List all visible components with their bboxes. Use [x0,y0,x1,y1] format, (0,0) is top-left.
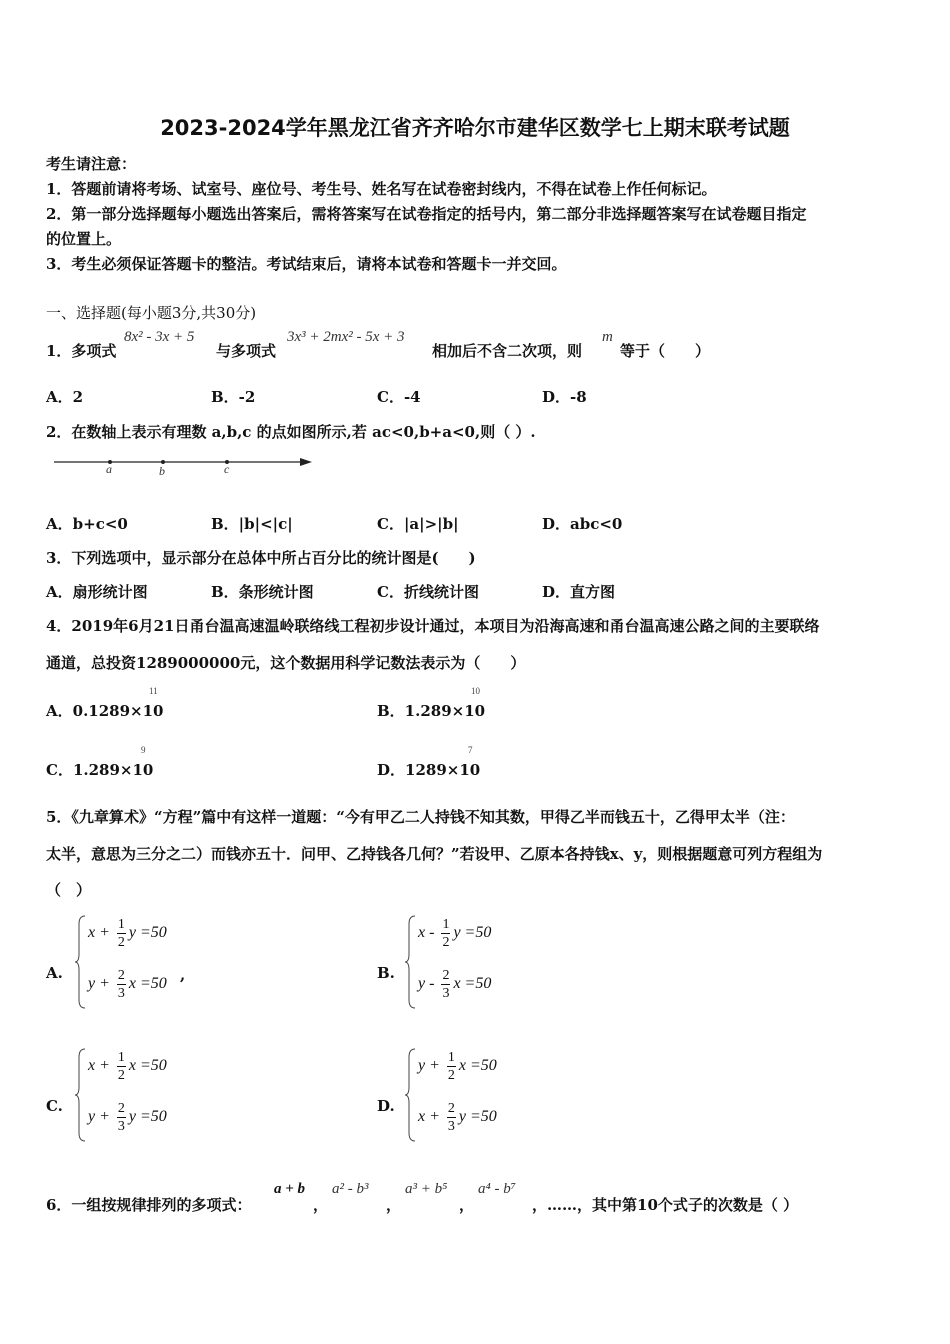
q4-option-d[interactable]: D．1289×10 [377,761,481,779]
q3-option-b[interactable]: B．条形统计图 [211,583,314,601]
q6-text-b: ，……，其中第10个式子的次数是（ ） [532,1196,799,1214]
notice-item-2-cont: 的位置上。 [46,230,122,248]
q1-text-a: 1．多项式 [46,342,117,360]
q3-text: 3．下列选项中，显示部分在总体中所占百分比的统计图是( ) [46,549,476,567]
label-b: b [159,464,165,478]
notice-heading: 考生请注意： [46,155,137,173]
q4-option-a-exp: 11 [149,686,158,696]
q1-option-a[interactable]: A．2 [46,388,84,406]
q1-m: m [602,329,613,345]
q4-option-a[interactable]: A．0.1289×10 [46,702,164,720]
q5-a-eq-1: x + $\frac{1}{2}$ y =50 [88,917,167,950]
q6-term-2: a² - b³ [332,1181,369,1197]
page-title: 2023-2024学年黑龙江省齐齐哈尔市建华区数学七上期末联考试题 [160,116,790,140]
q1-option-b[interactable]: B．-2 [211,388,256,406]
q6-term-4: a⁴ - b⁷ [478,1181,516,1197]
q2-option-a[interactable]: A．b+c<0 [46,515,128,533]
q4-option-c-exp: 9 [141,745,146,755]
q5-option-d[interactable]: D. [377,1097,395,1115]
q4-line-1: 4．2019年6月21日甬台温高速温岭联络线工程初步设计通过，本项目为沿海高速和甬台温高速公路之间的主要联络 [46,617,820,635]
number-line-arrow [300,458,312,466]
q4-option-b-exp: 10 [471,686,480,696]
q2-option-d[interactable]: D．abc<0 [542,515,623,533]
q1-option-d[interactable]: D．-8 [542,388,587,406]
q6-term-1: a + b [274,1181,306,1197]
q3-option-d[interactable]: D．直方图 [542,583,616,601]
q5-d-eq-2: x + $\frac{2}{3}$ y =50 [418,1101,497,1134]
q5-line-3: （ ） [46,881,92,899]
q1-option-c[interactable]: C．-4 [377,388,421,406]
q1-text-d: 等于（ ） [620,342,711,360]
q5-d-brace-icon [404,1047,418,1143]
q5-line-2: 太半，意思为三分之二）而钱亦五十．问甲、乙持钱各几何？”若设甲、乙原本各持钱x、y，则根据题意可列方程组为 [46,845,823,863]
q5-option-b[interactable]: B. [377,964,395,982]
q5-b-eq-2: y - $\frac{2}{3}$ x =50 [418,968,492,1001]
q4-option-d-exp: 7 [468,745,473,755]
q5-c-eq-1: x + $\frac{1}{2}$ x =50 [88,1050,167,1083]
label-a: a [106,462,112,476]
q5-option-c[interactable]: C. [46,1097,63,1115]
q6-sep-2: ， [386,1196,402,1214]
q5-b-brace-icon [404,914,418,1010]
q6-text-a: 6．一组按规律排列的多项式： [46,1196,252,1214]
q5-c-brace-icon [74,1047,88,1143]
q6-term-3: a³ + b⁵ [405,1181,448,1197]
q1-text-c: 相加后不含二次项，则 [432,342,583,360]
notice-item-2: 2．第一部分选择题每小题选出答案后，需将答案写在试卷指定的括号内，第二部分非选择题答案写在试卷题目指定 [46,205,807,223]
label-c: c [224,462,230,476]
q5-option-a[interactable]: A. [46,964,63,982]
q5-a-comma: , [180,966,186,984]
number-line [50,450,320,480]
notice-item-1: 1．答题前请将考场、试室号、座位号、考生号、姓名写在试卷密封线内，不得在试卷上作任何标记。 [46,180,717,198]
q5-c-eq-2: y + $\frac{2}{3}$ y =50 [88,1101,167,1134]
q5-line-1: 5．《九章算术》“方程”篇中有这样一道题：“今有甲乙二人持钱不知其数，甲得乙半而钱五十，乙得甲太半（注： [46,808,795,826]
q4-line-2: 通道，总投资1289000000元，这个数据用科学记数法表示为（ ） [46,654,526,672]
section-heading: 一、选择题(每小题3分,共30分) [46,304,257,322]
q5-b-eq-1: x - $\frac{1}{2}$ y =50 [418,917,492,950]
q3-option-a[interactable]: A．扇形统计图 [46,583,148,601]
q5-d-eq-1: y + $\frac{1}{2}$ x =50 [418,1050,497,1083]
q3-option-c[interactable]: C．折线统计图 [377,583,479,601]
q6-sep-1: ， [313,1196,329,1214]
q6-sep-3: ， [459,1196,475,1214]
notice-item-3: 3．考生必须保证答题卡的整洁。考试结束后，请将本试卷和答题卡一并交回。 [46,255,567,273]
q1-expr-1: 8x² - 3x + 5 [124,329,195,345]
q2-option-c[interactable]: C．|a|>|b| [377,515,459,533]
q4-option-b[interactable]: B．1.289×10 [377,702,486,720]
q5-a-brace-icon [74,914,88,1010]
q4-option-c[interactable]: C．1.289×10 [46,761,154,779]
q2-option-b[interactable]: B．|b|<|c| [211,515,293,533]
q5-a-eq-2: y + $\frac{2}{3}$ x =50 [88,968,167,1001]
q2-text: 2．在数轴上表示有理数 a,b,c 的点如图所示,若 ac<0,b+a<0,则（ ）. [46,423,536,441]
q1-text-b: 与多项式 [216,342,277,360]
q1-expr-2: 3x³ + 2mx² - 5x + 3 [287,329,405,345]
